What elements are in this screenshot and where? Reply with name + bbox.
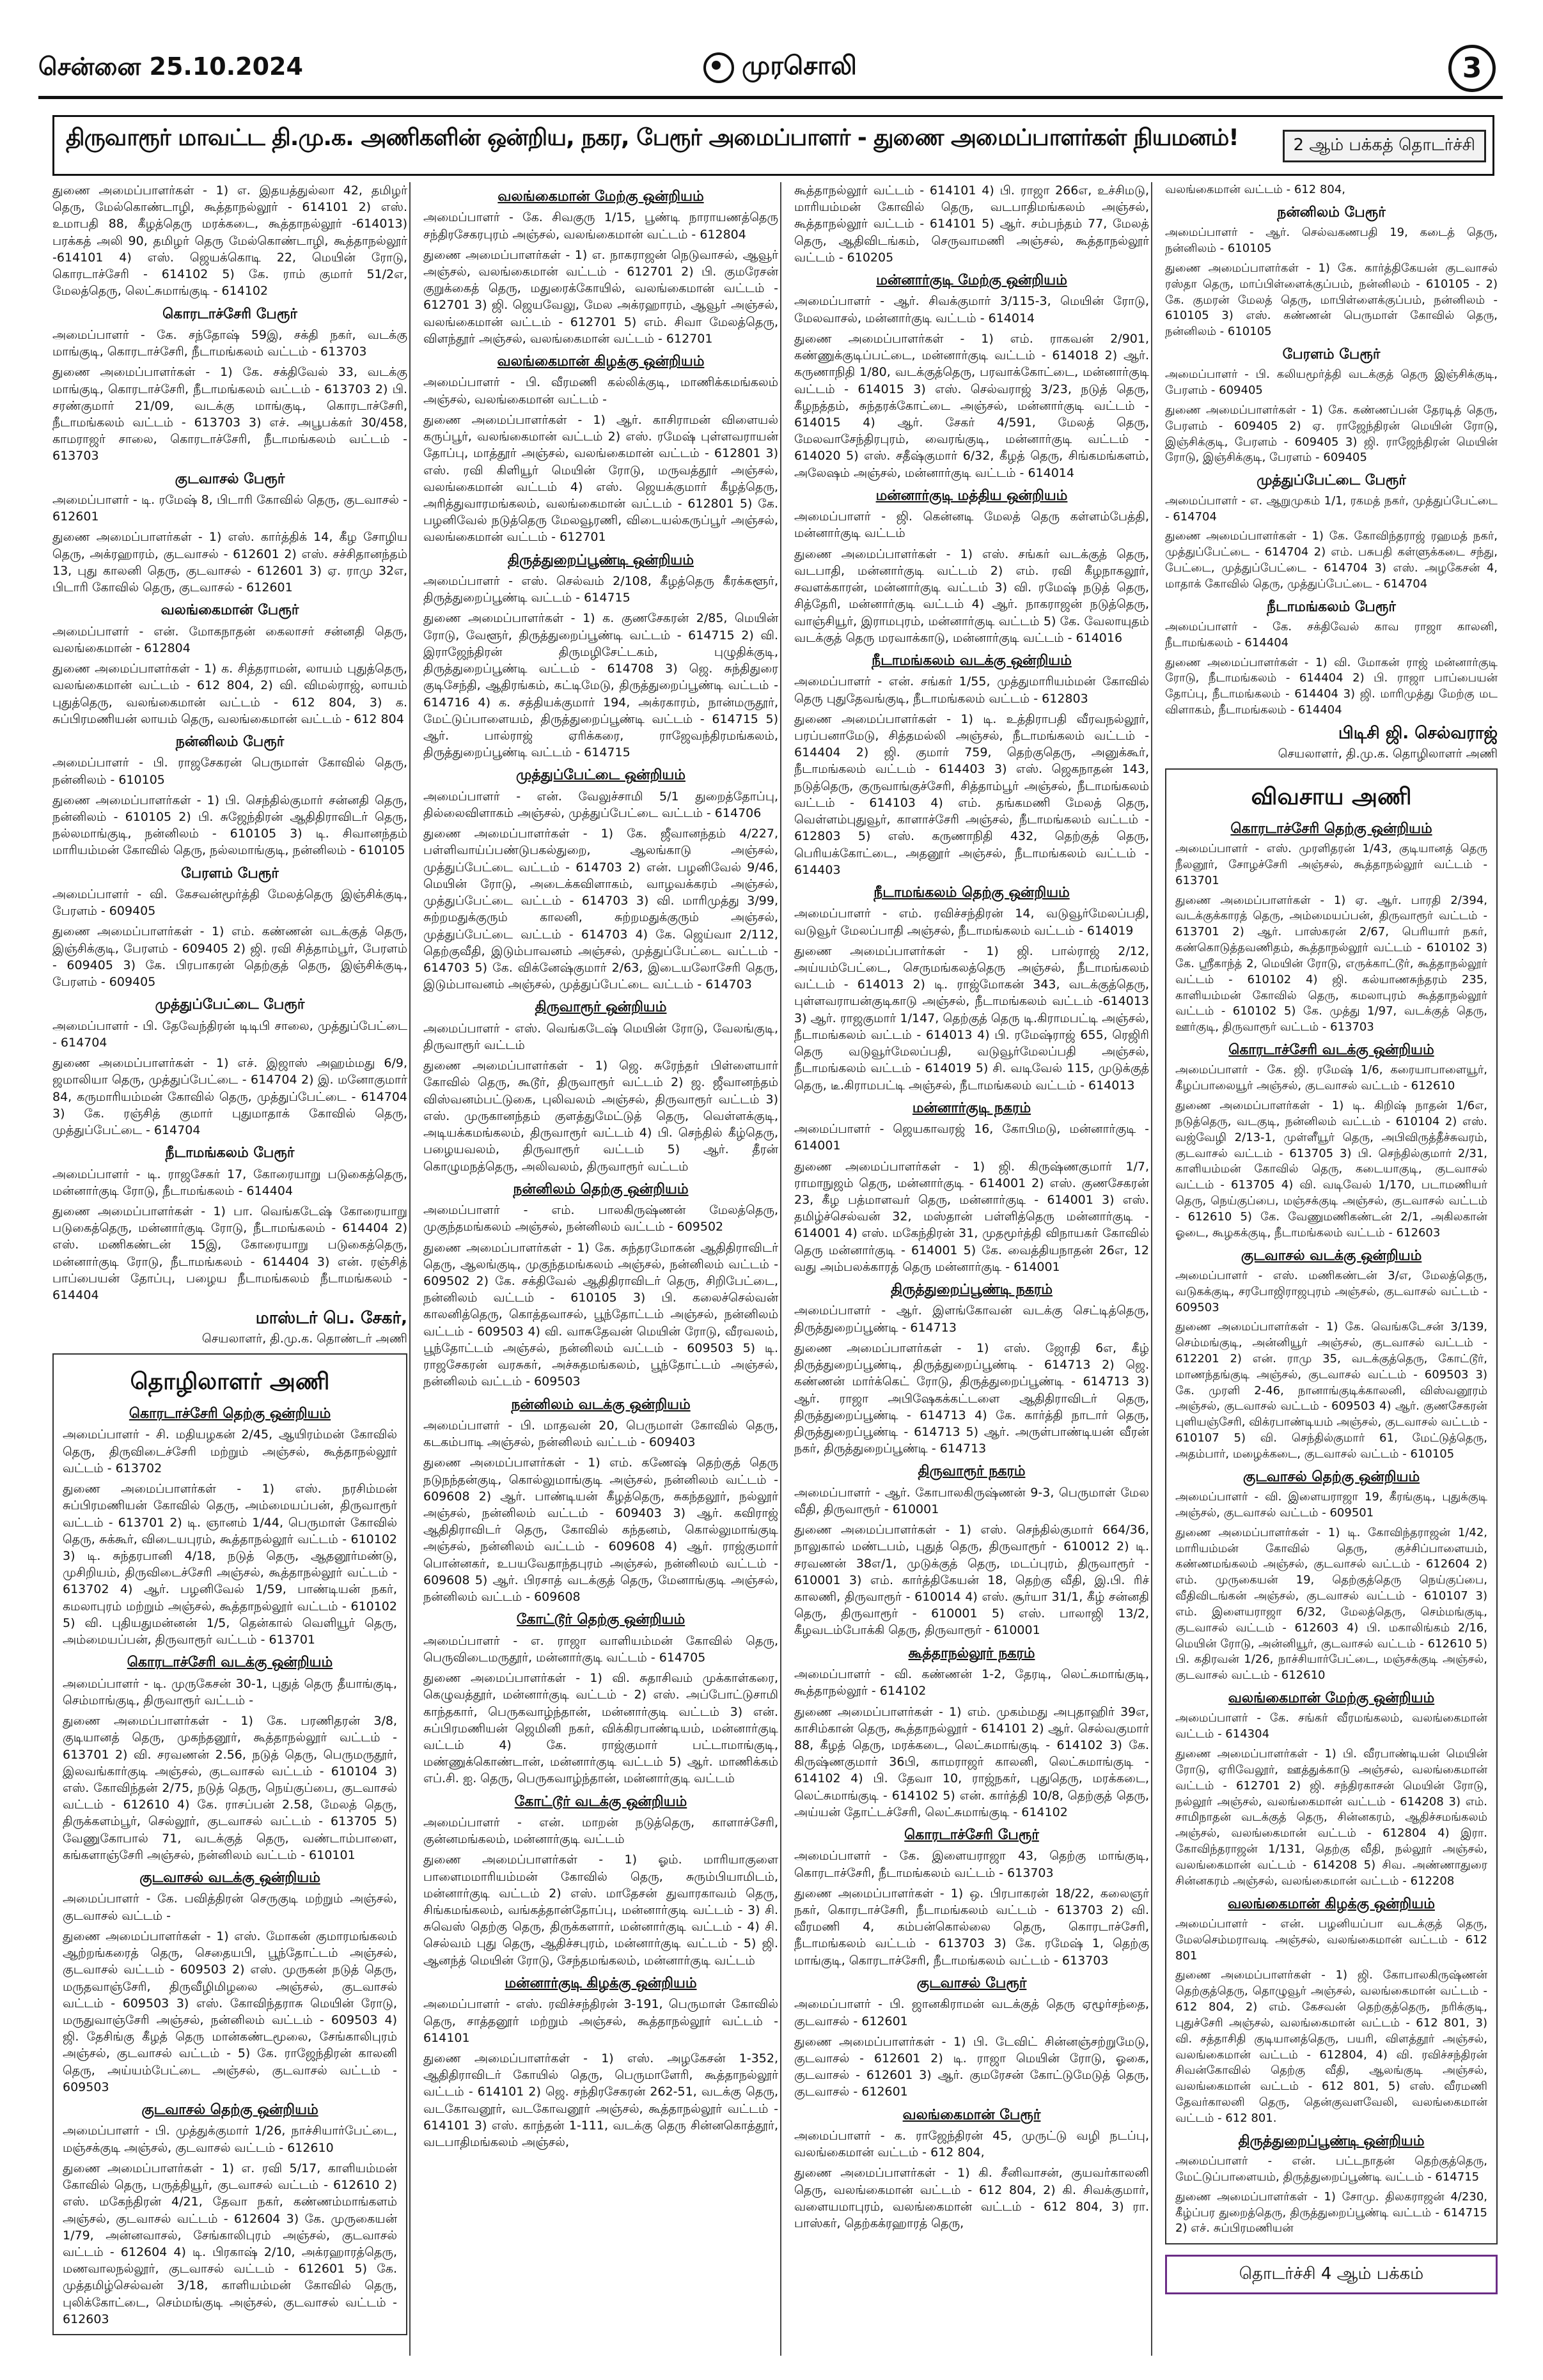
- list-item: துணை அமைப்பாளர்கள் - 1) எ. ரவி 5/17, காளியம்மன் கோவில் தெரு, பருத்தியூர், குடவாசல் வட்டம் - 612610 2) எஸ். மகேந்திரன் 4/21, தேவா நகர், கண்ணம்மாங்களம் அஞ்சல், குடவாசல் வட்டம் - 612604 3) கே. முருகையன் 1/79, அன்னவாசல், சேங்காலிபுரம் அஞ்சல், குடவாசல் வட்டம் - 612604 4) டி. பிரகாஷ் 2/10, அக்ரஹாரத்தெரு, மணவாலநல்லூர், குடவாசல் வட்டம் - 612601 5) கே. முத்தமிழ்செல்வன் 3/18, காளியம்மன் கோவில் தெரு, புலிக்கோட்டை, செம்மங்குடி அஞ்சல், குடவாசல் வட்டம் - 612603: [63, 2161, 397, 2326]
- section-heading: குடவாசல் தெற்கு ஒன்றியம்: [141, 2102, 318, 2119]
- list-item: துணை அமைப்பாளர்கள் - 1) எஸ். மோகன் குமாரமங்கலம் ஆற்றங்கரைத் தெரு, செதையபி, பூந்தோட்டம் அஞ்சல், குடவாசல் வட்டம் - 609503 2) எஸ். முருகன் நடுத் தெரு, மருதவாஞ்சேரி, திருவீழிமிழலை அஞ்சல், குடவாசல் வட்டம் - 609503 3) எஸ். கோவிந்தராசு மெயின் ரோடு, மருதுவாஞ்சேரி அஞ்சல், நன்னிலம் வட்டம் - 609503 4) ஜி. தேசிங்கு கீழத் தெரு மான்கண்டமூலை, சேங்காலிபுரம் அஞ்சல், குடவாசல் வட்டம் - 5) கே. ராஜேந்திரன் காலனி தெரு, அய்யம்பேட்டை அஞ்சல், குடவாசல் வட்டம் - 609503: [63, 1929, 397, 2094]
- column-1: [52, 182, 407, 2342]
- section-heading: கொரடாச்சேரி வடக்கு ஒன்றியம்: [1228, 1042, 1434, 1059]
- section-heading: மன்னார்குடி மத்திய ஒன்றியம்: [875, 487, 1068, 504]
- list-item: அமைப்பாளர் - வி. இளையராஜா 19, கீரங்குடி, புதுக்குடி அஞ்சல், குடவாசல் வட்டம் - 609501: [1175, 1490, 1487, 1520]
- list-item: அமைப்பாளர் - ஆர். சிவக்குமார் 3/115-3, மெயின் ரோடு, மேலவாசல், மன்னார்குடி வட்டம் - 614014: [794, 294, 1149, 325]
- section-heading: மன்னார்குடி கிழக்கு ஒன்றியம்: [505, 1975, 697, 1991]
- list-item: துணை அமைப்பாளர்கள் - 1) கே. கார்த்திகேயன் குடவாசல் ரஸ்தா தெரு, மாப்பிள்ளைக்குப்பம், நன்னிலம் - 610105 - 2) கே. குமரன் மேலத் தெரு, மாபிள்ளைக்குப்பம், நன்னிலம் - 610105 3) எஸ். கண்ணன் பெருமாள் கோவில் தெரு, நன்னிலம் - 610105: [1165, 261, 1498, 339]
- list-item: அமைப்பாளர் - கே. இளையராஜா 43, தெற்கு மாங்குடி, கொரடாச்சேரி, நீடாமங்கலம் வட்டம் - 613703: [794, 1849, 1149, 1880]
- list-item: துணை அமைப்பாளர்கள் - 1) எச். இஜாஸ் அஹம்மது 6/9, ஜமாலியா தெரு, முத்துப்பேட்டை - 614704 2) இ. மனோகுமார் 84, கருமாரியம்மன் கோவில் தெரு, முத்துப்பேட்டை - 614704 3) கே. ரஞ்சித் குமார் புதுமாதாக் கோவில் தெரு, முத்துப்பேட்டை - 614704: [52, 1056, 407, 1137]
- section-heading: நன்னிலம் பேரூர்: [175, 733, 285, 750]
- list-item: அமைப்பாளர் - கே. சந்தோஷ் 59இ, சக்தி நகர், வடக்கு மாங்குடி, கொரடாச்சேரி, நீடாமங்கலம் வட்டம் - 613703: [52, 327, 407, 359]
- list-item: அமைப்பாளர் - ஆர். செல்வகணபதி 19, கடைத் தெரு, நன்னிலம் - 610105: [1165, 226, 1498, 256]
- section-heading: முத்துப்பேட்டை பேரூர்: [155, 997, 305, 1013]
- list-item: அமைப்பாளர் - ஜெயகாவரஜ் 16, கோபிமடு, மன்னார்குடி - 614001: [794, 1122, 1149, 1153]
- list-item: அமைப்பாளர் - எஸ். முரளிதரன் 1/43, குடியானத் தெரு நீலனூர், சோழச்சேரி அஞ்சல், கூத்தாநல்லூர் வட்டம் - 613701: [1175, 842, 1487, 887]
- section-heading: வலங்கைமான் மேற்கு ஒன்றியம்: [497, 189, 704, 205]
- list-item: துணை அமைப்பாளர்கள் - 1) எம். கண்ணன் வடக்குத் தெரு, இஞ்சிக்குடி, பேரளம் - 609405 2) ஜி. ரவி சித்தாம்பூர், பேரளம் - 609405 3) கே. பிரபாகரன் தெற்குத் தெரு, இஞ்சிக்குடி, பேரளம் - 609405: [52, 924, 407, 990]
- list-item: அமைப்பாளர் - பி. ராஜசேகரன் பெருமாள் கோவில் தெரு, நன்னிலம் - 610105: [52, 756, 407, 787]
- list-item: அமைப்பாளர் - வி. கேசவன்மூர்த்தி மேலத்தெரு இஞ்சிக்குடி, பேரளம் - 609405: [52, 887, 407, 919]
- list-item: அமைப்பாளர் - எஸ். ரவிச்சந்திரன் 3-191, பெருமாள் கோவில் தெரு, சாத்தனூர் மற்றும் அஞ்சல், கூத்தாநல்லூர் வட்டம் - 614101: [423, 1997, 778, 2045]
- list-item: துணை அமைப்பாளர்கள் - 1) பி. டேவிட் சின்னஞ்சற்றுமேடு, குடவாசல் - 612601 2) டி. ராஜா மெயின் ரோடு, ஓகை, குடவாசல் - 612601 3) ஆர். குமரேசன் கோட்டுமேடுத் தெரு, குடவாசல் - 612601: [794, 2034, 1149, 2099]
- section-heading: பேரளம் பேரூர்: [1282, 346, 1381, 362]
- column-divider: [409, 182, 411, 2356]
- masthead-title: முரசொலி: [742, 51, 857, 81]
- list-item: துணை அமைப்பாளர்கள் - 1) எஸ். கார்த்திக் 14, கீழ சோழிய தெரு, அக்ரஹாரம், குடவாசல் - 612601 2) எஸ். சச்சிதானந்தம் 13, புது காலனி தெரு, குடவாசல் - 612601 3) ஏ. ராமு 32எ, பிடாரி கோவில் தெரு, குடவாசல் - 612601: [52, 530, 407, 595]
- section-heading: கொரடாச்சேரி பேரூர்: [904, 1827, 1039, 1844]
- section-heading: கோட்டூர் வடக்கு ஒன்றியம்: [514, 1793, 687, 1810]
- column-divider: [780, 182, 781, 2356]
- page-header: [0, 0, 1543, 118]
- section-heading: வலங்கைமான் பேரூர்: [161, 602, 299, 619]
- list-item: துணை அமைப்பாளர்கள் - 1) எம். ராகவன் 2/901, கண்ணுக்குடிப்பட்டை, மன்னார்குடி வட்டம் - 614018 2) ஆர். கருணாநிதி 1/80, வடக்குத்தெரு, பரவாக்கோட்டை, மன்னார்குடி வட்டம் - 614015 3) எஸ். செல்வராஜ் 3/23, நடுத் தெரு, கீழநத்தம், சுந்தரக்கோட்டை அஞ்சல், மன்னார்குடி வட்டம் - 614015 4) ஆர். சேகர் 4/591, மேலத் தெரு, மேலவாசேந்திரபுரம், வைரங்குடி, மன்னார்குடி வட்டம் - 614020 5) எஸ். சதீஷ்குமார் 6/32, கீழத் தெரு, சிங்கமங்களம், அலேஷம் அஞ்சல், மன்னார்குடி வட்டம் - 614014: [794, 331, 1149, 480]
- signature-name: பிடிசி ஜி. செல்வராஜ்: [1338, 723, 1498, 743]
- page-number: 3: [1448, 45, 1496, 92]
- column-3: [794, 182, 1149, 2236]
- list-item: துணை அமைப்பாளர்கள் - 1) வி. சுதாசிவம் முக்காள்கரை, கெழுவத்தூர், மன்னார்குடி வட்டம் - 2) எஸ். அப்போட்டுசாமி காந்தகார், பெருகவாழ்ந்தான், மன்னார்குடி வட்டம் 3) என். சுப்பிரமணியன் ஜெமினி நகர், விக்கிரபாண்டியம், மன்னார்குடி வட்டம் 4) கே. ராஜ்குமார் பட்டாமாங்குடி, மண்ணுக்கொண்டான், மன்னார்குடி வட்டம் 5) ஆர். மாணிக்கம் எப்.சி. ஐ. தெரு, பெருகவாழ்ந்தான், மன்னார்குடி வட்டம்: [423, 1671, 778, 1786]
- continued-to-label: தொடர்ச்சி 4 ஆம் பக்கம்: [1165, 2255, 1498, 2294]
- signature-name: மாஸ்டர் பெ. சேகர்,: [255, 1309, 407, 1328]
- list-item: துணை அமைப்பாளர்கள் - 1) கே. சுந்தரமோகன் ஆதிதிராவிடர் தெரு, ஆலங்குடி, முகுந்தமங்கலம் அஞ்சல், நன்னிலம் வட்டம் - 609502 2) கே. சக்திவேல் ஆதிதிராவிடர் தெரு, சிறிபேட்டை, நன்னிலம் வட்டம் - 610105 3) பி. கலைச்செல்வன் காலனித்தெரு, கொத்தவாசல், பூந்தோட்டம் அஞ்சல், நன்னிலம் வட்டம் - 609503 4) வி. வாசுதேவன் மெயின் ரோடு, வீரவலம், பூந்தோட்டம் அஞ்சல், நன்னிலம் வட்டம் - 609503 5) டி. ராஜசேகரன் வரசுகர், அச்சுதமங்கலம், பூந்தோட்டம் அஞ்சல், நன்னிலம் வட்டம் - 609503: [423, 1240, 778, 1389]
- section-heading: குடவாசல் வடக்கு ஒன்றியம்: [1241, 1247, 1422, 1264]
- list-item: துணை அமைப்பாளர்கள் - 1) ஜெ. சுரேந்தர் பிள்ளையார் கோவில் தெரு, கூடூர், திருவாரூர் வட்டம் 2) ஜ. ஜீவானந்தம் விஸ்வனம்பட்டுகை, புலிவலம் அஞ்சல், திருவாரூர் வட்டம் 3) எஸ். முருகானந்தம் குளத்துமேட்டுத் தெரு, வெள்ளக்குடி, அடியக்கமங்கலம், திருவாரூர் வட்டம் 4) பி. செந்தில் கீழ்தெரு, பழையவலம், திருவாரூர் வட்டம் 5) ஆர். தீரன் கொழுமநத்தெரு, அலிவலம், திருவாரூர் வட்டம்: [423, 1059, 778, 1174]
- masthead: [703, 51, 857, 84]
- list-item: துணை அமைப்பாளர்கள் - 1) எம். கணேஷ் தெற்குத் தெரு நடுநந்தன்குடி, கொல்லுமாங்குடி அஞ்சல், நன்னிலம் வட்டம் - 609608 2) ஆர். பாண்டியன் கீழத்தெரு, சுகந்தலூர், நல்லூர் அஞ்சல், நன்னிலம் வட்டம் - 609403 3) ஆர். கவிராஜ் ஆதிதிராவிடர் தெரு, கோவில் கந்தனம், கொல்லுமாங்குடி அஞ்சல், நன்னிலம் வட்டம் - 609608 4) ஆர். ராஜ்குமார் பொன்னகர், உபயவேதாந்தபுரம் அஞ்சல், நன்னிலம் வட்டம் - 609608 5) ஆர். பிரசாத் வடக்குத் தெரு, மேனாங்குடி அஞ்சல், நன்னிலம் வட்டம் - 609608: [423, 1456, 778, 1605]
- list-item: அமைப்பாளர் - டி. ரமேஷ் 8, பிடாரி கோவில் தெரு, குடவாசல் - 612601: [52, 493, 407, 524]
- list-item: அமைப்பாளர் - பி. வீரமணி கல்லிக்குடி, மாணிக்கமங்கலம் அஞ்சல், வலங்கைமான் வட்டம் -: [423, 375, 778, 407]
- list-item: துணை அமைப்பாளர்கள் - 1) டி. உத்திராபதி வீரவநல்லூர், பரப்பனாமேடு, சித்தமல்லி அஞ்சல், நீடாமங்கலம் வட்டம் - 614404 2) ஜி. குமார் 759, தெற்குதெரு, அனுக்கூர், நீடாமங்கலம் வட்டம் - 614403 3) எஸ். ஜெகநாதன் 143, நடுத்தெரு, குருவாங்குச்சேரி, சித்தாம்பூர் அஞ்சல், நீடாமங்கலம் வட்டம் - 614103 4) எம். தங்கமணி மேலத் தெரு, வெள்ளம்புதுவூர், காளாச்சேரி அஞ்சல், நீடாமங்கலம் வட்டம் - 612803 5) எஸ். கருணாநிதி 432, தெற்குத் தெரு, பெரியக்கோட்டை, அதனூர் அஞ்சல், நீடாமங்கலம் வட்டம் - 614403: [794, 712, 1149, 877]
- list-item: அமைப்பாளர் - என். பட்டநாதன் தெற்குத்தெரு, மேட்டுப்பாளையம், திருத்துறைப்பூண்டி வட்டம் - 614715: [1175, 2154, 1487, 2184]
- section-heading: குடவாசல் தெற்கு ஒன்றியம்: [1242, 1468, 1420, 1485]
- header-rule: [38, 96, 1503, 99]
- section-heading: நீடாமங்கலம் தெற்கு ஒன்றியம்: [873, 884, 1070, 901]
- list-item: துணை அமைப்பாளர்கள் - 1) ஏ. ஆர். பாரதி 2/394, வடக்குக்காரத் தெரு, அம்மையப்பன், திருவாரூர் வட்டம் - 613701 2) ஆர். பாஸ்கரன் 2/67, பெரியார் நகர், கண்கொடுத்தவணிதம், கூத்தாநல்லூர் வட்டம் - 610102 3) கே. ஸ்ரீகாந்த் 2, மெயின் ரோடு, எருக்காட்டூர், கூத்தாநல்லூர் வட்டம் - 610102 4) ஜி. கல்யாணசுந்தரம் 235, காளியம்மன் கோவில் தெரு, கமலாபுரம் கூத்தாநல்லூர் வட்டம் - 610102 5) கே. முத்து 1/97, வடக்குத் தெரு, ஊர்குடி, திருவாரூர் வட்டம் - 613703: [1175, 893, 1487, 1034]
- list-item: கூத்தாநல்லூர் வட்டம் - 614101 4) பி. ராஜா 266எ, உச்சிமடு, மாரியம்மன் கோவில் தெரு, வடபாதிமங்கலம் அஞ்சல், கூத்தாநல்லூர் வட்டம் - 614101 5) ஆர். சம்பந்தம் 77, மேலத் தெரு, ஆதிவிடங்கம், செருவாமணி அஞ்சல், கூத்தாநல்லூர் வட்டம் - 610205: [794, 183, 1149, 265]
- section-heading: மன்னார்குடி மேற்கு ஒன்றியம்: [876, 272, 1067, 289]
- list-item: அமைப்பாளர் - சி. மதியழகன் 2/45, ஆயிரம்மன் கோவில் தெரு, திருவிடைச்சேரி மற்றும் அஞ்சல், கூத்தாநல்லூர் வட்டம் - 613702: [63, 1427, 397, 1475]
- section-heading: குடவாசல் பேரூர்: [916, 1975, 1027, 1991]
- list-item: அமைப்பாளர் - எஸ். மணிகண்டன் 3/எ, மேலத்தெரு, வடுகக்குடி, சரபோஜிராஜபுரம் அஞ்சல், குடவாசல் வட்டம் - 609503: [1175, 1268, 1487, 1314]
- section-heading: திருத்துறைப்பூண்டி நகரம்: [890, 1282, 1053, 1298]
- column-4: [1165, 182, 1498, 2294]
- list-item: துணை அமைப்பாளர்கள் - 1) வி. மோகன் ராஜ் மன்னார்குடி ரோடு, நீடாமங்கலம் - 614404 2) பி. ராஜா பாப்பையன் தோப்பு, நீடாமங்கலம் - 614404 3) ஜி. மாரிமுத்து மேற்கு மட விளாகம், நீடாமங்கலம் - 614404: [1165, 655, 1498, 717]
- list-item: அமைப்பாளர் - கே. சக்திவேல் காவ ராஜா காலனி, நீடாமங்கலம் - 614404: [1165, 620, 1498, 649]
- list-item: துணை அமைப்பாளர்கள் - 1) எஸ். சங்கர் வடக்குத் தெரு, வடபாதி, மன்னார்குடி வட்டம் 2) எம். ரவி கீழநாகலூர், சவளக்காரன், மன்னார்குடி வட்டம் 3) வி. ரமேஷ் நடுத் தெரு, சித்தேரி, மன்னார்குடி வட்டம் 4) ஆர். நாகராஜன் நடுத்தெரு, வாஞ்சியூர், இராமபுரம், மன்னார்குடி வட்டம் 5) கே. வேலாயுதம் வடக்குத் தெரு மரவாக்காடு, மன்னார்குடி வட்டம் - 614016: [794, 547, 1149, 645]
- section-heading: கோட்டூர் தெற்கு ஒன்றியம்: [516, 1612, 685, 1628]
- section-heading: வலங்கைமான் கிழக்கு ஒன்றியம்: [1228, 1895, 1435, 1912]
- list-item: துணை அமைப்பாளர்கள் - 1) கே. கண்ணப்பன் தேரடித் தெரு, பேரளம் - 609405 2) ஏ. ராஜேந்திரன் மெயின் ரோடு, இஞ்சிக்குடி, பேரளம் - 609405 3) ஜி. ராஜேந்திரன் மெயின் ரோடு, இஞ்சிக்குடி, பேரளம் - 609405: [1165, 403, 1498, 465]
- list-item: அமைப்பாளர் - கே. சிவகுரு 1/15, பூண்டி நாராயணத்தெரு சந்திரசேகரபுரம் அஞ்சல், வலங்கைமான் வட்டம் - 612804: [423, 210, 778, 242]
- list-item: துணை அமைப்பாளர்கள் - 1) ஓம். மாரியாகுளை பாளைமமாரியம்மன் கோவில் தெரு, சுரும்பியாமிடம், மன்னார்குடி வட்டம் 2) எஸ். மாதேசன் துவாரகாவம் தெரு, சிங்கமங்கலம், வங்கத்தான்தோப்பு, மன்னார்குடி வட்டம் - 3) சி. சுவெஸ் தெற்கு தெரு, திருக்களார், மன்னார்குடி வட்டம் - 4) சி. செல்வம் புது தெரு, ஆதிச்சபுரம், மன்னார்குடி வட்டம் - 5) ஜி. ஆனந்த் மெயின் ரோடு, சேந்தமங்கலம், மன்னார்குடி வட்டம்: [423, 1853, 778, 1968]
- section-heading: வலங்கைமான் பேரூர்: [902, 2106, 1041, 2123]
- list-item: துணை அமைப்பாளர்கள் - 1) எஸ். அழகேசன் 1-352, ஆதிதிராவிடர் கோயில் தெரு, பெருமாளேரி, கூத்தாநல்லூர் வட்டம் - 614101 2) ஜெ. சந்திரசேகரன் 262-51, வடக்கு தெரு, வடகோவனூர், வடகோவனூர் அஞ்சல், கூத்தாநல்லூர் வட்டம் - 614101 3) எஸ். காந்தன் 1-111, வடக்கு தெரு சின்னகொத்தூர், வடபாதிமங்கலம் அஞ்சல்,: [423, 2051, 778, 2150]
- list-item: துணை அமைப்பாளர்கள் - 1) கே. சக்திவேல் 33, வடக்கு மாங்குடி, கொரடாச்சேரி, நீடாமங்கலம் வட்டம் - 613703 2) பி. சரண்குமார் 21/09, வடக்கு மாங்குடி, கொரடாச்சேரி, நீடாமங்கலம் வட்டம் - 613703 3) எச். அபூபக்கர் 30/458, காமராஜர் சாலை, கொரடாச்சேரி, நீடாமங்கலம் வட்டம் - 613703: [52, 365, 407, 463]
- section-heading: கூத்தாநல்லூர் நகரம்: [908, 1645, 1035, 1661]
- list-item: துணை அமைப்பாளர்கள் - 1) பா. வெங்கடேஷ் கோரையாறு படுகைத்தெரு, மன்னார்குடி ரோடு, நீடாமங்கலம் - 614404 2) எஸ். மணிகண்டன் 15இ, கோரையாறு படுகைத்தெரு, மன்னார்குடி ரோடு, நீடாமங்கலம் - 614404 3) என். ரஞ்சித் பாப்பையன் தோப்பு, பழைய நீடாமங்கலம் நீடாமங்கலம் - 614404: [52, 1204, 407, 1303]
- list-item: அமைப்பாளர் - பி. மாதவன் 20, பெருமாள் கோவில் தெரு, கடகம்பாடி அஞ்சல், நன்னிலம் வட்டம் - 609403: [423, 1418, 778, 1450]
- section-heading: நன்னிலம் பேரூர்: [1277, 204, 1386, 221]
- wing-box: [1165, 768, 1498, 2244]
- list-item: அமைப்பாளர் - என். பழனியப்பா வடக்குத் தெரு, மேலசெம்மராவடி அஞ்சல், வலங்கைமான் வட்டம் - 612 801: [1175, 1917, 1487, 1963]
- section-heading: வலங்கைமான் மேற்கு ஒன்றியம்: [1228, 1690, 1435, 1707]
- list-item: துணை அமைப்பாளர்கள் - 1) டி. கிறிஷ் நாதன் 1/6எ, நடுத்தெரு, வடகுடி, நன்னிலம் வட்டம் - 610104 2) எஸ். வஜ்வேழி 2/13-1, முள்ளீயூர் தெரு, அபிவிருத்தீச்சுவரம், குடவாசல் வட்டம் - 613705 3) பி. செந்தில்குமார் 2/31, காளியம்மன் கோவில் தெரு, கடையாகுடி, குடவாசல் வட்டம் - 613705 4) வி. வடிவேல் 1/170, படாமணியர் தெரு, நெய்குப்பை, மஞ்சக்குடி அஞ்சல், குடவாசல் வட்டம் - 612610 5) கே. வேணுமணிகண்டன் 2/1, அகிலகான் ஓடை, கூழகக்குடி, நீடாமங்கலம் வட்டம் - 612603: [1175, 1099, 1487, 1240]
- section-heading: மன்னார்குடி நகரம்: [912, 1100, 1031, 1116]
- list-item: துணை அமைப்பாளர்கள் - 1) கி. சீனிவாசன், குயவர்காலனி தெரு, வலங்கைமான் வட்டம் - 612 804, 2) கி. சிவக்குமார், வளையமாபுரம், வலங்கைமான் வட்டம் - 612 804, 3) ரா. பாஸ்கர், தெற்கக்ரஹாரத் தெரு,: [794, 2166, 1149, 2231]
- list-item: துணை அமைப்பாளர்கள் - 1) எஸ். ஜோதி 6எ, கீழ் திருத்துறைப்பூண்டி, திருத்துறைப்பூண்டி - 614713 2) ஜெ. கண்ணன் மார்க்கெட் ரோடு, திருத்துறைப்பூண்டி - 614713 3) ஆர். ராஜா அபிஷேகக்கட்டளை ஆதிதிராவிடர் தெரு, திருத்துறைப்பூண்டி - 614713 4) கே. கார்த்தி நாடார் தெரு, திருத்துறைப்பூண்டி - 614713 5) ஆர். அருள்பாண்டியன் வீரன் நகர், திருத்துறைப்பூண்டி - 614713: [794, 1341, 1149, 1456]
- list-item: அமைப்பாளர் - என். சங்கர் 1/55, முத்துமாரியம்மன் கோவில் தெரு புதுதேவங்குடி, நீடாமங்கலம் வட்டம் - 612803: [794, 674, 1149, 706]
- list-item: துணை அமைப்பாளர்கள் - 1) கே. ஜீவானந்தம் 4/227, பள்ளிவாய்ப்பண்டுபகல்துறை, ஆலங்காடு அஞ்சல், முத்துப்பேட்டை வட்டம் - 614703 2) என். பழனிவேல் 9/46, மெயின் ரோடு, அடைக்கவிளாகம், வாழவக்கரம் அஞ்சல், முத்துப்பேட்டை வட்டம் - 614703 3) வி. மாரிமுத்து 3/99, சுற்றமதுக்குரும் காலனி, சுற்றமதுக்குரும் அஞ்சல், முத்துப்பேட்டை வட்டம் - 614703 4) கே. ஜெய்வா 2/112, தெற்குவீதி, இடும்பாவனம் அஞ்சல், முத்துப்பேட்டை வட்டம் - 614703 5) கே. விக்னேஷ்குமார் 2/63, இடையலோசேரி தெரு, இடும்பாவனம் அஞ்சல், முத்துப்பேட்டை வட்டம் - 614703: [423, 827, 778, 992]
- list-item: துணை அமைப்பாளர்கள் - 1) ஜி. பால்ராஜ் 2/12, அய்யம்பேட்டை, செருமங்கலத்தெரு அஞ்சல், நீடாமங்கலம் வட்டம் - 614013 2) டி. ராஜ்மோகன் 343, வடக்குத்தெரு, புள்ளவராயன்குடிகாடு அஞ்சல், நீடாமங்கலம் வட்டம் -614013 3) ஆர். ராஜகுமார் 1/147, தெற்குத் தெரு டி.கிராமபட்டி அஞ்சல், நீடாமங்கலம் வட்டம் - 614013 4) பி. ரமேஷ்ராஜ் 655, ரெஜிரி தெரு வடுவூர்மேலப்பதி, வடுவூர்மேலப்பதி அஞ்சல், நீடாமங்கலம் வட்டம் - 614019 5) சி. வடிவேல் 115, முடுக்குத் தெரு, டீ.கிராமபட்டி அஞ்சல், நீடாமங்கலம் வட்டம் - 614013: [794, 944, 1149, 1093]
- list-item: துணை அமைப்பாளர்கள் - 1) பி. வீரபாண்டியன் மெயின் ரோடு, ஏரிவேலூர், ஊத்துக்காடு அஞ்சல், வலங்கைமான் வட்டம் - 612701 2) ஜி. சந்திரகாசன் மெயின் ரோடு, நல்லூர் அஞ்சல், வலங்கைமான் வட்டம் - 614208 3) எம். சாமிநாதன் வடக்குத் தெரு, சின்னகரம், ஆதிச்சமங்கலம் அஞ்சல், வலங்கைமான் வட்டம் - 612804 4) இரா. கோவிந்தராஜன் 1/131, தெற்கு வீதி, நல்லூர் அஞ்சல், வலங்கைமான் வட்டம் - 614208 5) சிவ. அண்ணாதுரை சின்னகரம் அஞ்சல், வலங்கைமான் வட்டம் - 612208: [1175, 1747, 1487, 1888]
- headline-title: திருவாரூர் மாவட்ட தி.மு.க. அணிகளின் ஒன்றிய, நகர, பேரூர் அமைப்பாளர் - துணை அமைப்பாளர்கள் நியமனம்!: [66, 125, 1239, 151]
- list-item: வலங்கைமான் வட்டம் - 612 804,: [1165, 183, 1346, 196]
- section-heading: வலங்கைமான் கிழக்கு ஒன்றியம்: [497, 354, 705, 370]
- list-item: அமைப்பாளர் - என். மாறன் நடுத்தெரு, காளாச்சேரி, குன்னமங்கலம், மன்னார்குடி வட்டம்: [423, 1815, 778, 1847]
- list-item: அமைப்பாளர் - பி. கலியமூர்த்தி வடக்குத் தெரு இஞ்சிக்குடி, பேரளம் - 609405: [1165, 368, 1498, 398]
- list-item: அமைப்பாளர் - பி. ஜானகிராமன் வடக்குத் தெரு ஏழூர்சந்தை, குடவாசல் - 612601: [794, 1997, 1149, 2028]
- list-item: அமைப்பாளர் - கே. பவித்திரன் செருகுடி மற்றும் அஞ்சல், குடவாசல் வட்டம் -: [63, 1892, 397, 1923]
- section-heading: திருத்துறைப்பூண்டி ஒன்றியம்: [507, 552, 694, 568]
- section-heading: நீடாமங்கலம் வடக்கு ஒன்றியம்: [872, 652, 1072, 669]
- column-2: [423, 182, 778, 2154]
- list-item: அமைப்பாளர் - என். வேலுச்சாமி 5/1 துறைத்தோப்பு, தில்லைவிளாகம் அஞ்சல், முத்துப்பேட்டை வட்டம் - 614706: [423, 789, 778, 820]
- section-heading: கொரடாச்சேரி வடக்கு ஒன்றியம்: [127, 1654, 333, 1671]
- list-item: துணை அமைப்பாளர்கள் - 1) எம். முகம்மது அபுதாஹிர் 39எ, காசிம்கான் தெரு, கூத்தாநல்லூர் - 614101 2) ஆர். செல்வகுமார் 88, கீழத் தெரு, மரக்கடை, லெட்சுமாங்குடி - 614102 3) கே. கிருஷ்ணகுமார் 36பி, காமராஜர் காலனி, லெட்சுமாங்குடி - 614102 4) பி. தேவா 10, ராஜ்நகர், புதுதெரு, மரக்கடை, லெட்சுமாங்குடி - 614102 5) என். கார்த்தி 10/8, தெற்குத் தெரு, அய்யன் தோட்டச்சேரி, லெட்சுமாங்குடி - 614102: [794, 1704, 1149, 1819]
- list-item: அமைப்பாளர் - பி. தேவேந்திரன் டிடிபி சாலை, முத்துப்பேட்டை - 614704: [52, 1018, 407, 1050]
- column-divider: [1151, 182, 1152, 2356]
- list-item: துணை அமைப்பாளர்கள் - 1) ஒ. பிரபாகரன் 18/22, கலைஞர் நகர், கொரடாச்சேரி, நீடாமங்கலம் வட்டம் - 613703 2) வி. வீரமணி 4, கம்பன்கொல்லை தெரு, கொரடாச்சேரி, நீடாமங்கலம் வட்டம் - 613703 3) கே. ரமேஷ் 1, தெற்கு மாங்குடி, கொரடாச்சேரி, நீடாமங்கலம் வட்டம் - 613703: [794, 1886, 1149, 1968]
- wing-title: விவசாய அணி: [1251, 784, 1412, 811]
- wing-box: [52, 1353, 407, 2335]
- section-heading: நீடாமங்கலம் பேரூர்: [1267, 598, 1396, 615]
- section-heading: திருவாரூர் நகரம்: [918, 1463, 1026, 1480]
- section-heading: கொரடாச்சேரி தெற்கு ஒன்றியம்: [1230, 820, 1432, 837]
- list-item: துணை அமைப்பாளர்கள் - 1) எ. நாகராஜன் நெடுவாசல், ஆவூர் அஞ்சல், வலங்கைமான் வட்டம் - 612701 2) பி. குமரேசன் குறுக்கைத் தெரு, மதுரைக்கோயில், வலங்கைமான் வட்டம் - 612701 3) ஜி. ஜெயவேலு, மேல அக்ரஹாரம், ஆவூர் அஞ்சல், வலங்கைமான் வட்டம் - 612701 5) எம். சிவா மேலத்தெரு, விளந்தூர் அஞ்சல், வலங்கைமான் வட்டம் - 612701: [423, 247, 778, 346]
- list-item: துணை அமைப்பாளர்கள் - 1) சோமு. திலகராஜன் 4/230, கீழ்ப்பர துறைத்தெரு, திருத்துறைப்பூண்டி வட்டம் - 614715 2) எச். சுப்பிரமணியன்: [1175, 2189, 1487, 2236]
- headline-box: [52, 115, 1494, 176]
- page-date: சென்னை 25.10.2024: [38, 52, 303, 81]
- wing-title: தொழிலாளர் அணி: [130, 1369, 330, 1396]
- section-heading: முத்துப்பேட்டை ஒன்றியம்: [516, 767, 685, 784]
- list-item: அமைப்பாளர் - டி. முருகேசன் 30-1, புதுத் தெரு தீயாங்குடி, செம்மாங்குடி, திருவாரூர் வட்டம் -: [63, 1676, 397, 1707]
- list-item: துணை அமைப்பாளர்கள் - 1) க. சித்தராமன், லாயம் புதுத்தெரு, வலங்கைமான் வட்டம் - 612 804, 2) வி. விமல்ராஜ், லாயம் புதுத்தெரு, வலங்கைமான் வட்டம் - 612 804, 3) க. சுப்பிரமணியன் லாயம் தெரு, வலங்கைமான் வட்டம் - 612 804: [52, 662, 407, 726]
- section-heading: முத்துப்பேட்டை பேரூர்: [1257, 472, 1406, 489]
- list-item: துணை அமைப்பாளர்கள் - 1) கே. கோவிந்தராஜ் ரஹமத் நகர், முத்துப்பேட்டை - 614704 2) எம். பசுபதி கள்ளுக்கடை சந்து, பேட்டை, முத்துப்பேட்டை - 614704 3) எஸ். அழகேசன் 4, மாதாக் கோவில் தெரு, முத்துப்பேட்டை - 614704: [1165, 529, 1498, 591]
- list-item: துணை அமைப்பாளர்கள் - 1) க. குணசேகரன் 2/85, மெயின் ரோடு, வேளூர், திருத்துறைப்பூண்டி வட்டம் - 614715 2) வி. இராஜேந்திரன் திருமழிசேட்டகம், புழுதிக்குடி, திருத்துறைப்பூண்டி வட்டம் - 614708 3) ஜெ. சுந்திதுரை குடிசேந்தி, ஆதிரங்கம், கட்டிமேடு, திருத்துறைப்பூண்டி வட்டம் - 614716 4) க. சத்தியக்குமார் 194, அக்ரகாரம், நான்மருதூர், மேட்டுப்பாளையம், திருத்துறைப்பூண்டி வட்டம் - 614715 5) ஆர். பால்ராஜ் ஏரிக்கரை, ராஜேவந்திரமங்கலம், திருத்துறைப்பூண்டி வட்டம் - 614715: [423, 611, 778, 760]
- section-heading: பேரளம் பேரூர்: [181, 865, 279, 882]
- list-item: அமைப்பாளர் - கே. சங்கர் வீரமங்கலம், வலங்கைமான் வட்டம் - 614304: [1175, 1711, 1487, 1741]
- list-item: அமைப்பாளர் - எஸ். செல்வம் 2/108, கீழத்தெரு கீரக்களூர், திருத்துறைப்பூண்டி வட்டம் - 614715: [423, 574, 778, 605]
- list-item: துணை அமைப்பாளர்கள் - 1) ஜி. கோபாலகிருஷ்ணன் தெற்குத்தெரு, தொழுவூர் அஞ்சல், வலங்கைமான் வட்டம் - 612 804, 2) எம். கேசவன் தெற்குத்தெரு, நரிக்குடி, புதுச்சேரி அஞ்சல், வலங்கைமான் வட்டம் - 612 801, 3) வி. சத்தாசிதி குடியானத்தெரு, பயரி, விளத்தூர் அஞ்சல், வலங்கைமான் வட்டம் - 612804, 4) வி. ரவிச்சந்திரன் சிவன்கோவில் தெற்கு வீதி, ஆலங்குடி அஞ்சல், வலங்கைமான் வட்டம் - 612 801, 5) எஸ். வீரமணி தேவர்காலனி தெரு, தென்குவளவேலி, வலங்கைமான் வட்டம் - 612 801.: [1175, 1968, 1487, 2125]
- list-item: அமைப்பாளர் - எ. ஆறுமுகம் 1/1, ரகமத் நகர், முத்துப்பேட்டை - 614704: [1165, 494, 1498, 524]
- list-item: அமைப்பாளர் - ஆர். கோபாலகிருஷ்ணன் 9-3, பெருமாள் மேல வீதி, திருவாரூர் - 610001: [794, 1485, 1149, 1516]
- list-item: அமைப்பாளர் - கே. ஜி. ரமேஷ் 1/6, கரையாபாளையூர், கீழப்பாலையூர் அஞ்சல், குடவாசல் வட்டம் - 612610: [1175, 1063, 1487, 1093]
- list-item: துணை அமைப்பாளர்கள் - 1) கே. பரணிதரன் 3/8, குடியானத் தெரு, முகந்தனூர், கூத்தாநல்லூர் வட்டம் - 613701 2) வி. சரவணன் 2.56, நடுத் தெரு, பெருமருதூர், இலவங்கார்குடி அஞ்சல், குடவாசல் வட்டம் - 610104 3) எஸ். கோவிந்தன் 2/75, நடுத் தெரு, நெய்குப்பை, குடவாசல் வட்டம் - 612610 4) கே. ராசப்பன் 2.58, மேலத் தெரு, திருக்களம்பூர், செல்லூர், குடவாசல் வட்டம் - 613705 5) வேணுகோபால் 71, வடக்குத் தெரு, வண்டாம்பாளை, கங்களாஞ்சேரி அஞ்சல், நன்னிலம் வட்டம் - 610101: [63, 1714, 397, 1862]
- list-item: அமைப்பாளர் - ஜி. கென்னடி மேலத் தெரு கள்ளம்பேத்தி, மன்னார்குடி வட்டம்: [794, 509, 1149, 541]
- section-heading: கொரடாச்சேரி பேரூர்: [162, 306, 297, 322]
- section-heading: திருவாரூர் ஒன்றியம்: [535, 999, 667, 1016]
- emblem-icon: [703, 52, 734, 83]
- list-item: துணை அமைப்பாளர்கள் - 1) எ. இதயத்துல்லா 42, தமிழர் தெரு, மேல்கொண்டாழி, கூத்தாநல்லூர் - 614101 2) எஸ். உமாபதி 88, கீழத்தெரு மரக்கடை, கூத்தாநல்லூர் -614013) பரக்கத் அலி 90, தமிழர் தெரு மேல்கொண்டாழி, கூத்தாநல்லூர் -614101 4) எஸ். ஜெயக்கொடி 22, மெயின் ரோடு, கொரடாச்சேரி - 614102 5) கே. ராம் குமார் 51/2எ, மேலத்தெரு, லெட்சுமாங்குடி - 614102: [52, 183, 407, 299]
- list-item: அமைப்பாளர் - என். மோகநாதன் கைலாசர் சன்னதி தெரு, வலங்கைமான் - 612804: [52, 624, 407, 655]
- list-item: துணை அமைப்பாளர்கள் - 1) ஆர். காசிராமன் விளையல் கருப்பூர், வலங்கைமான் வட்டம் 2) எஸ். ரமேஷ் புள்ளவராயன் தோப்பு, மாத்தூர் அஞ்சல், வலங்கைமான் வட்டம் - 612801 3) எஸ். ரவி கிளியூர் மெயின் ரோடு, மருவத்தூர் அஞ்சல், வலங்கைமான் வட்டம் 4) எஸ். ஜெயக்குமார் கீழத்தெரு, அரித்துவாரமங்கலம், வலங்கைமான் வட்டம் - 612801 5) கே. பழனிவேல் நடுத்தெரு மேலவூரணி, விடையல்கருப்பூர் அஞ்சல், வலங்கைமான் வட்டம் - 612701: [423, 412, 778, 545]
- list-item: அமைப்பாளர் - எ. ராஜா வாளியம்மன் கோவில் தெரு, பெருவிடைமருதூர், மன்னார்குடி வட்டம் - 614705: [423, 1633, 778, 1665]
- list-item: அமைப்பாளர் - க. ராஜேந்திரன் 45, முருட்டு வழி நடப்பு, வலங்கைமான் வட்டம் - 612 804,: [794, 2128, 1149, 2160]
- signature-role: செயலாளர், தி.மு.க. தொழிலாளர் அணி: [1278, 746, 1498, 761]
- section-heading: குடவாசல் வடக்கு ஒன்றியம்: [139, 1870, 320, 1886]
- list-item: அமைப்பாளர் - எம். ரவிச்சந்திரன் 14, வடுவூர்மேலப்பதி, வடுவூர் மேலப்பாதி அஞ்சல், நீடாமங்கலம் வட்டம் - 614019: [794, 906, 1149, 938]
- signature-role: செயலாளர், தி.மு.க. தொண்டர் அணி: [201, 1332, 407, 1346]
- list-item: அமைப்பாளர் - டி. ராஜசேகர் 17, கோரையாறு படுகைத்தெரு, மன்னார்குடி ரோடு, நீடாமங்கலம் - 614404: [52, 1167, 407, 1198]
- list-item: துணை அமைப்பாளர்கள் - 1) கே. வெங்கடேசன் 3/139, செம்மங்குடி, அன்னியூர் அஞ்சல், குடவாசல் வட்டம் - 612201 2) என். ராமு 35, வடக்குத்தெரு, கோட்டூர், மாணந்தங்குடி அஞ்சல், குடவாசல் வட்டம் - 609503 3) கே. முரளி 2-46, நானாங்குடிக்காலனி, விஸ்வனூரம் அஞ்சல், குடவாசல் வட்டம் - 609503 4) ஆர். குணசேகரன் புளியஞ்சேரி, விக்ரபாண்டியம் அஞ்சல், குடவாசல் வட்டம் - 610107 5) வி. செந்தில்குமார் 61, மேட்டுத்தெரு, அதம்பார், மழைக்கடை, குடவாசல் வட்டம் - 610105: [1175, 1320, 1487, 1461]
- list-item: துணை அமைப்பாளர்கள் - 1) எஸ். செந்தில்குமார் 664/36, நாலுகால் மண்டபம், புதுத் தெரு, திருவாரூர் - 610012 2) டி. சரவணன் 38எ/1, முடுக்குத் தெரு, மடப்புரம், திருவாரூர் - 610001 3) எம். கார்த்திகேயன் 18, தெற்கு வீதி, இ.பி. ரிச் காலணி, திருவாரூர் - 610014 4) எஸ். சூர்யா 31/1, கீழ் சன்னதி தெரு, திருவாரூர் - 610001 5) எஸ். பாலாஜி 13/2, கீழவடம்போக்கி தெரு, திருவாரூர் - 610001: [794, 1523, 1149, 1638]
- list-item: அமைப்பாளர் - வி. கண்ணன் 1-2, தேரடி, லெட்சுமாங்குடி, கூத்தாநல்லூர் - 614102: [794, 1667, 1149, 1699]
- section-heading: கொரடாச்சேரி தெற்கு ஒன்றியம்: [129, 1406, 331, 1422]
- section-heading: திருத்துறைப்பூண்டி ஒன்றியம்: [1238, 2133, 1425, 2149]
- list-item: அமைப்பாளர் - எம். பாலகிருஷ்ணன் மேலத்தெரு, முகுந்தமங்கலம் அஞ்சல், நன்னிலம் வட்டம் - 609502: [423, 1203, 778, 1234]
- list-item: அமைப்பாளர் - எஸ். வெங்கடேஷ் மெயின் ரோடு, வேலங்குடி, திருவாரூர் வட்டம்: [423, 1021, 778, 1052]
- section-heading: குடவாசல் பேரூர்: [175, 471, 285, 487]
- list-item: துணை அமைப்பாளர்கள் - 1) பி. செந்தில்குமார் சன்னதி தெரு, நன்னிலம் - 610105 2) பி. சுஜேந்திரன் ஆதிதிராவிடர் தெரு, நல்லமாங்குடி, நன்னிலம் - 610105 3) டி. சிவானந்தம் மாரியம்மன் கோவில் தெரு, நல்லமாங்குடி, நன்னிலம் - 610105: [52, 793, 407, 858]
- section-heading: நன்னிலம் வடக்கு ஒன்றியம்: [511, 1396, 691, 1413]
- section-heading: நன்னிலம் தெற்கு ஒன்றியம்: [513, 1181, 689, 1197]
- continued-from-label: 2 ஆம் பக்கத் தொடர்ச்சி: [1283, 130, 1486, 162]
- list-item: அமைப்பாளர் - ஆர். இளங்கோவன் வடக்கு செட்டித்தெரு, திருத்துறைப்பூண்டி - 614713: [794, 1303, 1149, 1335]
- section-heading: நீடாமங்கலம் பேரூர்: [165, 1145, 295, 1162]
- list-item: அமைப்பாளர் - பி. முத்துக்குமார் 1/26, நாச்சியார்பேட்டை, மஞ்சக்குடி அஞ்சல், குடவாசல் வட்டம் - 612610: [63, 2124, 397, 2155]
- list-item: துணை அமைப்பாளர்கள் - 1) ஜி. கிருஷ்ணகுமார் 1/7, ராமாநுஜம் தெரு, மன்னார்குடி - 614001 2) எஸ். குணசேகரன் 23, கீழ பத்மாளவர் தெரு, மன்னார்குடி - 614001 3) எஸ். தமிழ்ச்செல்வன் 32, மஸ்தான் பள்ளித்தெரு மன்னார்குடி - 614001 4) எஸ். மகேந்திரன் 31, முதமூர்த்தி விநாயகர் கோவில் தெரு மன்னார்குடி - 614001 5) கே. வைத்தியநாதன் 26எ, 12 வது அம்பலக்காரத் தெரு மன்னார்குடி - 614001: [794, 1159, 1149, 1274]
- list-item: துணை அமைப்பாளர்கள் - 1) எஸ். நரசிம்மன் சுப்பிரமணியன் கோவில் தெரு, அம்மையப்பன், திருவாரூர் வட்டம் - 613701 2) டி. ஞானம் 1/44, பெருமாள் கோவில் தெரு, சுக்கூர், விடையபுரம், கூத்தாநல்லூர் வட்டம் - 610102 3) டி. சுந்தரபானி 4/18, நடுத் தெரு, ஆதனூர்மண்டு, முசிறியம், திருவிடைச்சேரி அஞ்சல், கூத்தாநல்லூர் வட்டம் - 613702 4) ஆர். பழனிவேல் 1/59, பாண்டியன் நகர், கமலாபுரம் மற்றும் அஞ்சல், கூத்தாநல்லூர் வட்டம் - 610102 5) வி. புதியதுமன்னன் 1/5, தென்கால் வெளியூர் தெரு, அம்மையப்பன், திருவாரூர் வட்டம் - 613701: [63, 1482, 397, 1647]
- list-item: துணை அமைப்பாளர்கள் - 1) டி. கோவிந்தராஜன் 1/42, மாரியம்மன் கோவில் தெரு, குச்சிப்பாளையம், கண்ணமங்கலம் அஞ்சல், குடவாசல் வட்டம் - 612604 2) எம். முருகையன் 19, தெற்குத்தெரு நெய்குப்பை, வீதிவிடங்கன் அஞ்சல், குடவாசல் வட்டம் - 610107 3) எம். இளையராஜா 6/32, மேலத்தெரு, செம்மங்குடி, குடவாசல் வட்டம் - 612603 4) பி. மகாலிங்கம் 2/16, மெயின் ரோடு, அன்னியூர், குடவாசல் வட்டம் - 612610 5) பி. கதிரவன் 1/26, நாச்சியார்பேட்டை, மஞ்சக்குடி அஞ்சல், குடவாசல் வட்டம் - 612610: [1175, 1525, 1487, 1683]
